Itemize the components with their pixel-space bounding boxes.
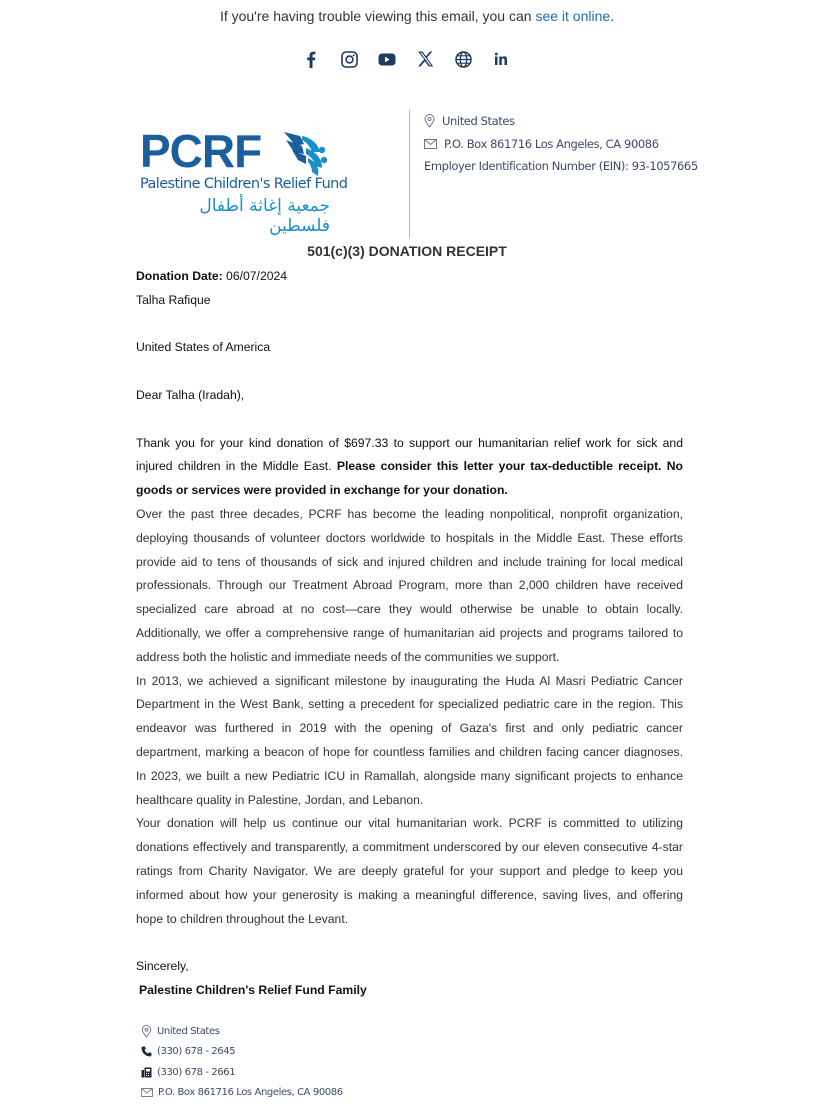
donation-date-label: Donation Date: [136,269,223,283]
paragraph-commitment: Your donation will help us continue our vital humanitarian work. PCRF is committed to utilizing donations effectively and transparently, a commitment underscored by our eleven consecutive 4-star ratings from Charity Navigator. We are deeply grateful for your support and pledge to keep you informed about how your generosity is making a meaningful difference, saving lives, and offering hope to children throughout the Levant. [136,816,683,926]
closing: Sincerely, [136,959,189,974]
logo-acronym: PCRF [140,125,262,177]
youtube-icon[interactable] [378,50,396,68]
donor-name: Talha Rafique [136,292,211,307]
paragraph-history: Over the past three decades, PCRF has become the leading nonpolitical, nonprofit organization, deploying thousands of volunteer doctors worldwide to hospitals in the Middle East. These efforts provide aid to tens of thousands of sick and injured children and include training for local medical professionals. Through our Treatment Abroad Program, more than 2,000 children have received specialized care abroad at no cost—care they would otherwise be unable to obtain locally. Additionally, we offer a comprehensive range of humanitarian aid projects and programs tailored to address both the holistic and immediate needs of the communities we support. [136,506,683,664]
header-divider [409,110,410,238]
logo-name-arabic: جمعية إغاثة أطفال فلسطين [199,196,330,236]
org-location: United States [442,114,515,129]
footer-contact [141,1021,343,1103]
paragraph-thanks [136,432,683,503]
instagram-icon[interactable] [340,50,358,68]
donation-date [136,265,683,289]
view-online-notice [0,8,834,24]
tax-deductible-statement: Please consider this letter your tax-deductible receipt. No goods or services were provided in exchange for your donation. [136,459,683,498]
globe-icon[interactable] [454,50,472,68]
phone-icon [141,1046,152,1057]
footer-fax: (330) 678 - 2661 [157,1066,236,1078]
paragraph-milestones: In 2013, we achieved a significant milestone by inaugurating the Huda Al Masri Pediatric Cancer Department in the West Bank, setting a precedent for specialized pediatric care in the region. This endeavor was furthered in 2019 with the opening of Gaza's first and only pediatric cancer department, marking a beacon of hope for countless families and children facing cancer diagnoses. In 2023, we built a new Pediatric ICU in Ramallah, alongside many significant projects to enhance healthcare quality in Palestine, Jordan, and Lebanon. [136,673,683,807]
footer-phone-row [141,1042,343,1063]
donor-country: United States of America [136,340,271,355]
paragraph-thanks-text: Thank you for your kind donation of $697.33 to support our humanitarian relief work for sick and injured children in the Middle East. [136,435,683,474]
org-ein-row [424,155,698,178]
org-info [424,110,698,178]
footer-location: United States [157,1025,220,1037]
signature: Palestine Children's Relief Fund Family [139,982,367,997]
see-online-link[interactable]: see it online [535,8,611,24]
linkedin-icon[interactable] [492,50,510,68]
org-address-row [424,133,698,156]
envelope-icon [424,139,437,149]
trouble-text: If you're having trouble viewing this email, you can [219,8,536,24]
footer-location-row [141,1021,343,1042]
footer-address-row [141,1083,343,1104]
org-location-row [424,110,698,133]
salutation: Dear Talha (Iradah), [136,387,245,402]
logo-name-english: Palestine Children's Relief Fund [140,176,348,192]
location-pin-icon [424,114,435,128]
receipt-body [136,265,683,1003]
trouble-end: . [610,8,615,24]
location-pin-icon [141,1025,152,1038]
footer-phone[interactable]: (330) 678 - 2645 [157,1046,236,1058]
donation-date-value: 06/07/2024 [222,269,288,283]
org-ein: Employer Identification Number (EIN): 93-1057665 [424,159,698,174]
fax-icon [141,1067,152,1078]
receipt-title: 501(c)(3) DONATION RECEIPT [307,243,507,259]
x-icon[interactable] [416,50,434,68]
pcrf-logo [140,125,348,236]
org-address: P.O. Box 861716 Los Angeles, CA 90086 [444,136,659,151]
social-links [302,50,510,68]
envelope-icon [141,1088,153,1097]
footer-fax-row [141,1062,343,1083]
footer-address: P.O. Box 861716 Los Angeles, CA 90086 [158,1087,343,1099]
facebook-icon[interactable] [302,50,320,68]
